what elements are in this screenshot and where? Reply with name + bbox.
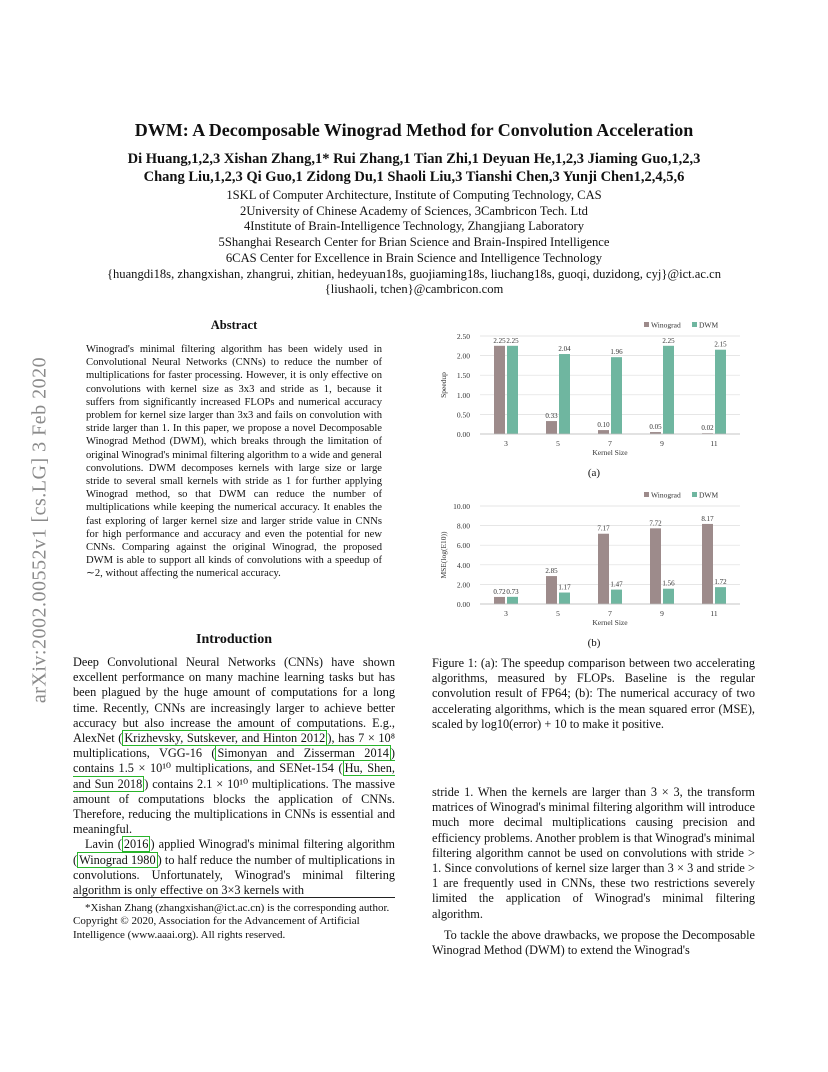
y-tick-label: 2.00 [456,580,470,590]
bar-dwm [611,590,622,604]
bar-winograd [598,534,609,604]
legend-swatch [644,322,649,327]
introduction-body [73,655,395,898]
x-axis-title: Kernel Size [592,618,628,627]
x-tick-label: 11 [710,609,718,618]
affiliation-line: 1SKL of Computer Architecture, Institute of Computing Technology, CAS [226,188,602,202]
abstract-text: Winograd's minimal filtering algorithm has been widely used in Convolutional Neural Networks (CNNs) to reduce the number of multiplications for faster processing. However, it is only effective on convolutions with kernel size as 3x3 and stride as 1, because it suffers from significantly increased FLOPs and numerical accuracy problem for kernel size larger than 3x3 and fails on convolution with stride larger than 1. In this paper, we propose a novel Decomposable Winograd Method (DWM), which breaks through the limitation of original Winograd's minimal filtering algorithm to a wide and general convolutions. DWM decomposes kernels with large size or large stride to several small kernels with stride as 1 for further applying Winograd method, so that DWM can reduce the number of multiplications while keeping the numerical accuracy. It enables the fast exploring of larger kernel size and larger stride value in CNNs for high performance and accuracy and even the potential for new CNNs. Comparing against the original Winograd, the proposed DWM is able to support all kinds of convolutions with a speedup of ∼2, without affecting the numerical accuracy. [86,344,382,580]
y-tick-label: 0.00 [456,600,470,609]
affiliation-line: 2University of Chinese Academy of Sciences, 3Cambricon Tech. Ltd [240,203,588,218]
figure-sublabel-b: (b) [587,637,601,649]
bar-dwm [663,589,674,604]
text-span: ), has 7 × 10⁸ multiplications, VGG-16 ( [73,731,395,761]
bar-winograd [546,576,557,604]
y-axis-title: Speedup [439,372,448,398]
authors-line-2: Chang Liu,1,2,3 Qi Guo,1 Zidong Du,1 Shaoli Liu,3 Tianshi Chen,3 Yunji Chen1,2,4,5,6 [143,169,685,185]
bar-dwm [559,593,570,604]
intro-paragraph-2 [73,837,395,898]
bar-dwm [559,354,570,434]
mse-chart [432,488,756,628]
x-axis-title: Kernel Size [592,448,628,457]
bar-dwm [507,597,518,604]
x-tick-label: 5 [556,439,560,448]
text-span: ) to half reduce the number of multiplications in convolutions. Unfortunately, Winograd's minimal filtering algorithm is only effective on 3×3 kernels with [73,852,395,898]
arxiv-id-text: arXiv:2002.00552v1 [cs.LG] 3 Feb 2020 [28,356,51,704]
data-label: 7.17 [597,524,610,533]
data-label: 2.85 [545,567,558,576]
paper-title: DWM: A Decomposable Winograd Method for Convolution Acceleration [134,120,694,140]
y-tick-label: 4.00 [456,560,470,570]
text-span: ) contains 2.1 × 10¹⁰ multiplications. The massive amount of computations blocks the application of CNNs. Therefore, reducing the multiplications in CNNs is essential and meaningful. [73,776,395,837]
y-tick-label: 0.50 [456,410,470,420]
y-tick-label: 8.00 [456,521,470,531]
bar-dwm [715,587,726,604]
text-span: ) applied Winograd's minimal filtering algorithm ( [73,837,395,867]
author-list [60,150,768,186]
figure-caption: Figure 1: (a): The speedup comparison between two accelerating algorithms, measured by FLOPs. Baseline is the regular convolution result of FP64; (b): The numerical accuracy of two accelerating algorithms, which is the mean squared error (MSE), scaled by log10(error) + 10 to make it positive. [432,656,755,731]
citation-link[interactable]: 2016 [123,837,149,852]
x-tick-label: 3 [504,609,508,618]
data-label: 0.05 [649,423,662,432]
data-label: 1.72 [714,578,727,587]
footnotes [73,897,395,942]
abstract-heading: Abstract [210,318,258,332]
data-label: 2.04 [558,345,571,354]
text-span: ) contains 1.5 × 10¹⁰ multiplications, and SENet-154 ( [73,746,396,776]
legend-swatch [692,492,697,497]
data-label: 0.72 [493,587,506,596]
bar-dwm [507,346,518,434]
x-tick-label: 11 [710,439,718,448]
affiliation-line: 4Institute of Brain-Intelligence Technology, Zhangjiang Laboratory [243,219,585,234]
x-tick-label: 7 [608,609,612,618]
bar-winograd [546,421,557,434]
legend-label: DWM [699,490,719,500]
y-tick-label: 2.50 [456,332,470,341]
bar-dwm [611,357,622,434]
y-tick-label: 1.00 [456,390,470,400]
y-tick-label: 0.00 [456,430,470,439]
footnote-corresponding: *Xishan Zhang (zhangxishan@ict.ac.cn) is the corresponding author. [85,902,390,914]
legend-swatch [692,322,697,327]
data-label: 1.47 [610,580,623,589]
text-span: Lavin ( [85,837,122,852]
figure-1a [432,318,756,479]
arxiv-side-identifier [20,320,60,740]
email-line: {huangdi18s, zhangxishan, zhangrui, zhitian, hedeyuan18s, guojiaming18s, liuchang18s, guoqi, duzidong, cyj}@ict.ac.cn [106,266,722,281]
right-column-body [432,785,755,958]
bar-dwm [715,350,726,434]
y-tick-label: 2.00 [456,351,470,361]
citation-link[interactable]: Krizhevsky, Sutskever, and Hinton 2012 [124,731,326,746]
data-label: 2.25 [506,336,519,345]
bar-winograd [598,430,609,434]
x-tick-label: 5 [556,609,560,618]
right-paragraph-2: To tackle the above drawbacks, we propose the Decomposable Winograd Method (DWM) to extend the Winograd's [432,927,755,958]
legend-swatch [644,492,649,497]
citation-link[interactable]: Hu, Shen, and Sun 2018 [73,761,395,791]
citation-link[interactable]: Winograd 1980 [79,852,156,867]
figure-1b [432,488,756,649]
bar-dwm [663,346,674,434]
bar-winograd [494,346,505,434]
data-label: 0.02 [701,424,714,433]
legend-label: Winograd [651,490,681,500]
affiliation-line: 5Shanghai Research Center for Brian Science and Brain-Inspired Intelligence [218,235,610,250]
data-label: 7.72 [649,519,662,528]
text-span: Deep Convolutional Neural Networks (CNNs) have shown excellent performance on many machine learning tasks but has been plagued by the huge amount of computations for a long time. Recently, CNNs are increasingly larger to achieve better accuracy but also increase the amount of computations. E.g., AlexNet ( [73,655,395,746]
affiliations [60,188,768,298]
x-tick-label: 9 [660,609,664,618]
data-label: 0.73 [506,587,519,596]
data-label: 1.17 [558,583,571,592]
y-tick-label: 6.00 [456,541,470,551]
data-label: 0.10 [597,421,610,430]
y-axis-title: MSE(log(E10)) [439,531,448,579]
bar-winograd [650,528,661,604]
legend-label: DWM [699,320,719,330]
data-label: 1.56 [662,579,675,588]
data-label: 2.25 [662,336,675,345]
bar-winograd [494,597,505,604]
data-label: 2.25 [493,336,506,345]
introduction-heading: Introduction [196,632,272,647]
data-label: 8.17 [701,514,714,523]
affiliation-line: 6CAS Center for Excellence in Brain Science and Intelligence Technology [225,250,603,265]
figure-sublabel-a: (a) [587,467,601,479]
y-tick-label: 1.50 [456,371,470,381]
x-tick-label: 9 [660,439,664,448]
data-label: 1.96 [610,348,623,357]
speedup-chart [432,318,756,458]
legend-label: Winograd [651,320,681,330]
y-tick-label: 10.00 [453,502,470,511]
citation-link[interactable]: Simonyan and Zisserman 2014 [217,746,389,761]
authors-line-1: Di Huang,1,2,3 Xishan Zhang,1* Rui Zhang,1 Tian Zhi,1 Deyuan He,1,2,3 Jiaming Guo,1,2,3 [127,151,701,167]
bar-winograd [702,524,713,604]
email-line: {liushaoli, tchen}@cambricon.com [324,282,504,297]
x-tick-label: 3 [504,439,508,448]
footnote-copyright: Copyright © 2020, Association for the Advancement of Artificial Intelligence (www.aaai.org). All rights reserved. [73,915,360,941]
x-tick-label: 7 [608,439,612,448]
intro-paragraph-1 [73,655,395,837]
data-label: 2.15 [714,340,727,349]
right-paragraph-1: stride 1. When the kernels are larger than 3 × 3, the transform matrices of Winograd's minimal filtering algorithm will introduce much more decimal multiplications causing precision and efficiency problems. Another problem is that Winograd's minimal filtering algorithm cannot be used on convolutions with stride > 1. Since convolutions of kernel size larger than 3 × 3 and stride > 1 are frequently used in CNNs, these two restrictions severely limited the application of Winograd's minimal filtering algorithm. [432,785,755,921]
data-label: 0.33 [545,412,558,421]
